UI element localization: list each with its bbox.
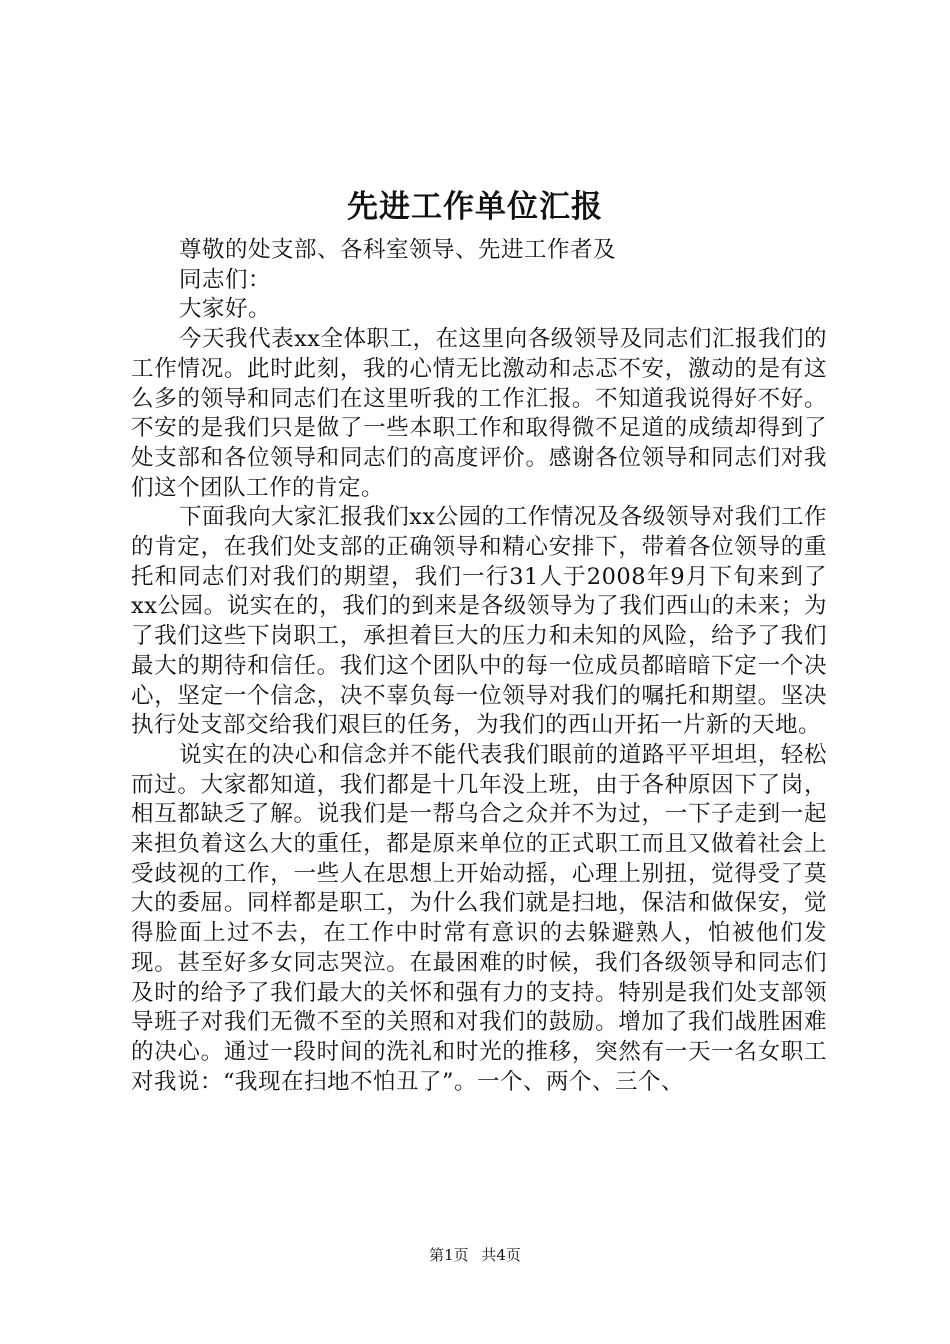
page-number: 第1页: [429, 1246, 469, 1264]
page-footer: [0, 1244, 950, 1266]
page-total: 共4页: [481, 1246, 521, 1264]
paragraph: 下面我向大家汇报我们xx公园的工作情况及各级领导对我们工作的肯定，在我们处支部的正确领导和精心安排下，带着各位领导的重托和同志们对我们的期望，我们一行31人于2008年9月下旬来到了xx公园。说实在的，我们的到来是各级领导为了我们西山的未来；为了我们这些下岗职工，承担着巨大的压力和未知的风险，给予了我们最大的期待和信任。我们这个团队中的每一位成员都暗暗下定一个决心，坚定一个信念，决不辜负每一位领导对我们的嘱托和期望。坚决执行处支部交给我们艰巨的任务，为我们的西山开拓一片新的天地。: [131, 504, 827, 739]
document-title: 先进工作单位汇报: [347, 189, 603, 225]
paragraph: 说实在的决心和信念并不能代表我们眼前的道路平平坦坦，轻松而过。大家都知道，我们都是十几年没上班，由于各种原因下了岗，相互都缺乏了解。说我们是一帮乌合之众并不为过，一下子走到一起来担负着这么大的重任，都是原来单位的正式职工而且又做着社会上受歧视的工作，一些人在思想上开始动摇，心理上别扭，觉得受了莫大的委屈。同样都是职工，为什么我们就是扫地，保洁和做保安，觉得脸面上过不去，在工作中时常有意识的去躲避熟人，怕被他们发现。甚至好多女同志哭泣。在最困难的时候，我们各级领导和同志们及时的给予了我们最大的关怀和强有力的支持。特别是我们处支部领导班子对我们无微不至的关照和对我们的鼓励。增加了我们战胜困难的决心。通过一段时间的洗礼和时光的推移，突然有一天一名女职工对我说：“我现在扫地不怕丑了”。一个、两个、三个、: [131, 741, 827, 1095]
paragraph: 今天我代表xx全体职工，在这里向各级领导及同志们汇报我们的工作情况。此时此刻，我的心情无比激动和忐忑不安，激动的是有这么多的领导和同志们在这里听我的工作汇报。不知道我说得好不好。不安的是我们只是做了一些本职工作和取得微不足道的成绩却得到了处支部和各位领导和同志们的高度评价。感谢各位领导和同志们对我们这个团队工作的肯定。: [131, 326, 827, 501]
document-body: [131, 236, 827, 1097]
salutation-line-1: 尊敬的处支部、各科室领导、先进工作者及: [179, 237, 617, 263]
salutation-line-2: 同志们：: [179, 266, 272, 293]
greeting: 大家好。: [179, 296, 272, 323]
